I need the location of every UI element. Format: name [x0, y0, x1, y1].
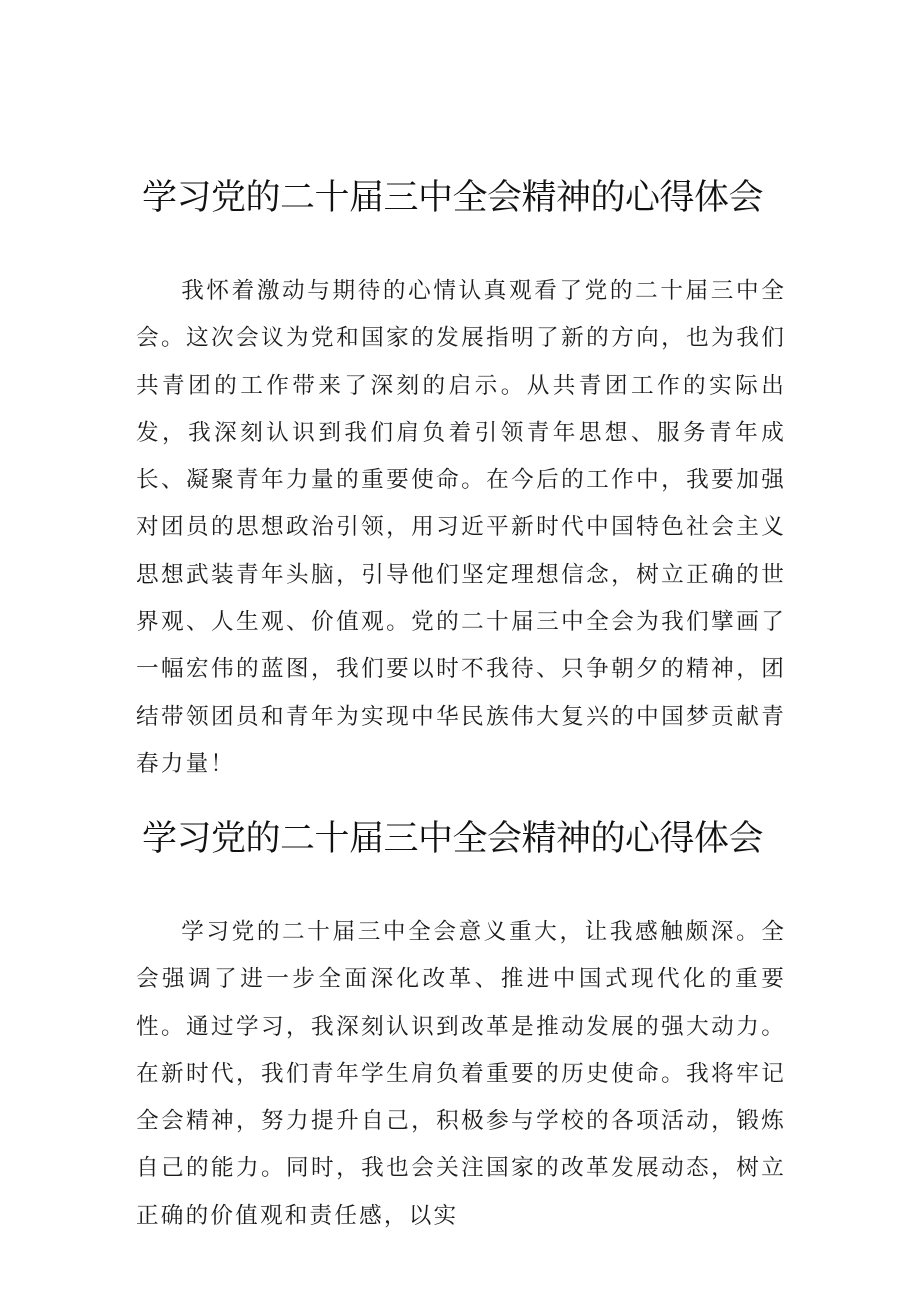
essay-paragraph: 我怀着激动与期待的心情认真观看了党的二十届三中全会。这次会议为党和国家的发展指明了新的方向，也为我们共青团的工作带来了深刻的启示。从共青团工作的实际出发，我深刻认识到我们肩负着引领青年思想、服务青年成长、凝聚青年力量的重要使命。在今后的工作中，我要加强对团员的思想政治引领，用习近平新时代中国特色社会主义思想武装青年头脑，引导他们坚定理想信念，树立正确的世界观、人生观、价值观。党的二十届三中全会为我们擘画了一幅宏伟的蓝图，我们要以时不我待、只争朝夕的精神，团结带领团员和青年为实现中华民族伟大复兴的中国梦贡献青春力量！: [136, 278, 786, 777]
essay-section: [136, 172, 786, 788]
essay-title: 学习党的二十届三中全会精神的心得体会: [142, 178, 764, 218]
essay-title: 学习党的二十届三中全会精神的心得体会: [142, 819, 764, 859]
essay-paragraph: 学习党的二十届三中全会意义重大，让我感触颇深。全会强调了进一步全面深化改革、推进中国式现代化的重要性。通过学习，我深刻认识到改革是推动发展的强大动力。在新时代，我们青年学生肩负着重要的历史使命。我将牢记全会精神，努力提升自己，积极参与学校的各项活动，锻炼自己的能力。同时，我也会关注国家的改革发展动态，树立正确的价值观和责任感，以实: [136, 919, 786, 1229]
essay-section: [136, 813, 786, 1240]
